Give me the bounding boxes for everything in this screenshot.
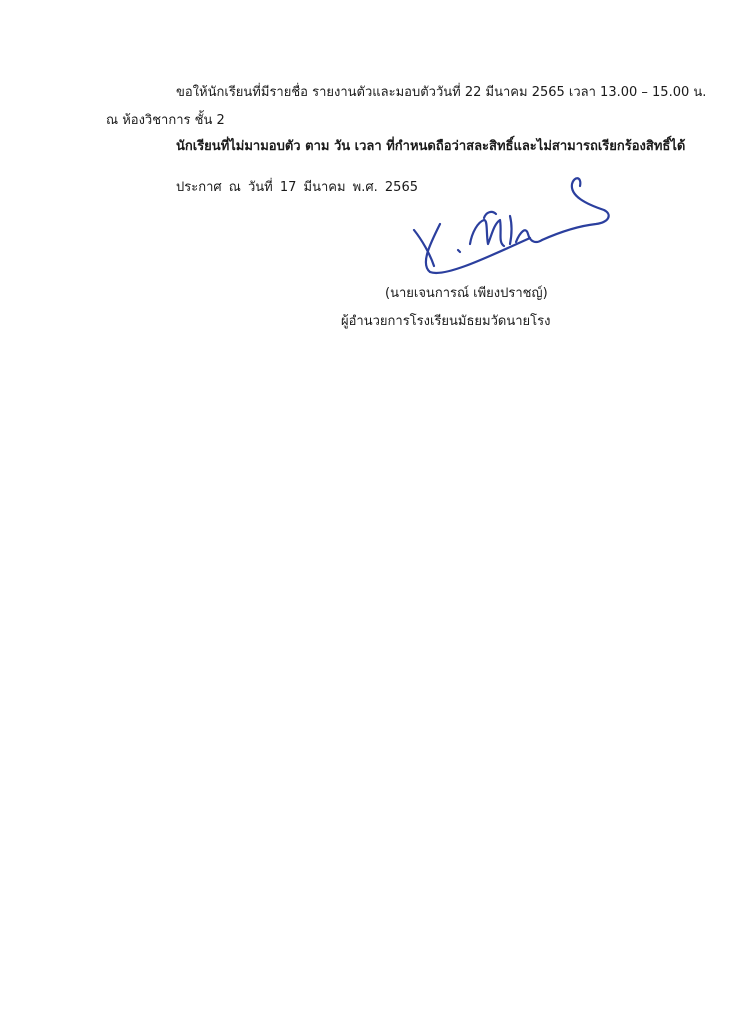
handwritten-signature [400,174,615,282]
forfeit-notice: นักเรียนที่ไม่มามอบตัว ตาม วัน เวลา ที่กำหนดถือว่าสละสิทธิ์และไม่สามารถเรียกร้องสิทธิ์ได้ [176,139,686,154]
report-instruction-line: ขอให้นักเรียนที่มีรายชื่อ รายงานตัวและมอบตัววันที่ 22 มีนาคม 2565 เวลา 13.00 – 15.00 น. [176,85,707,100]
signatory-position: ผู้อำนวยการโรงเรียนมัธยมวัดนายโรง [341,314,551,329]
report-location-line: ณ ห้องวิชาการ ชั้น 2 [106,113,225,128]
signatory-name: (นายเจนการณ์ เพียงปราชญ์) [385,286,548,301]
announcement-date: ประกาศ ณ วันที่ 17 มีนาคม พ.ศ. 2565 [176,180,418,195]
